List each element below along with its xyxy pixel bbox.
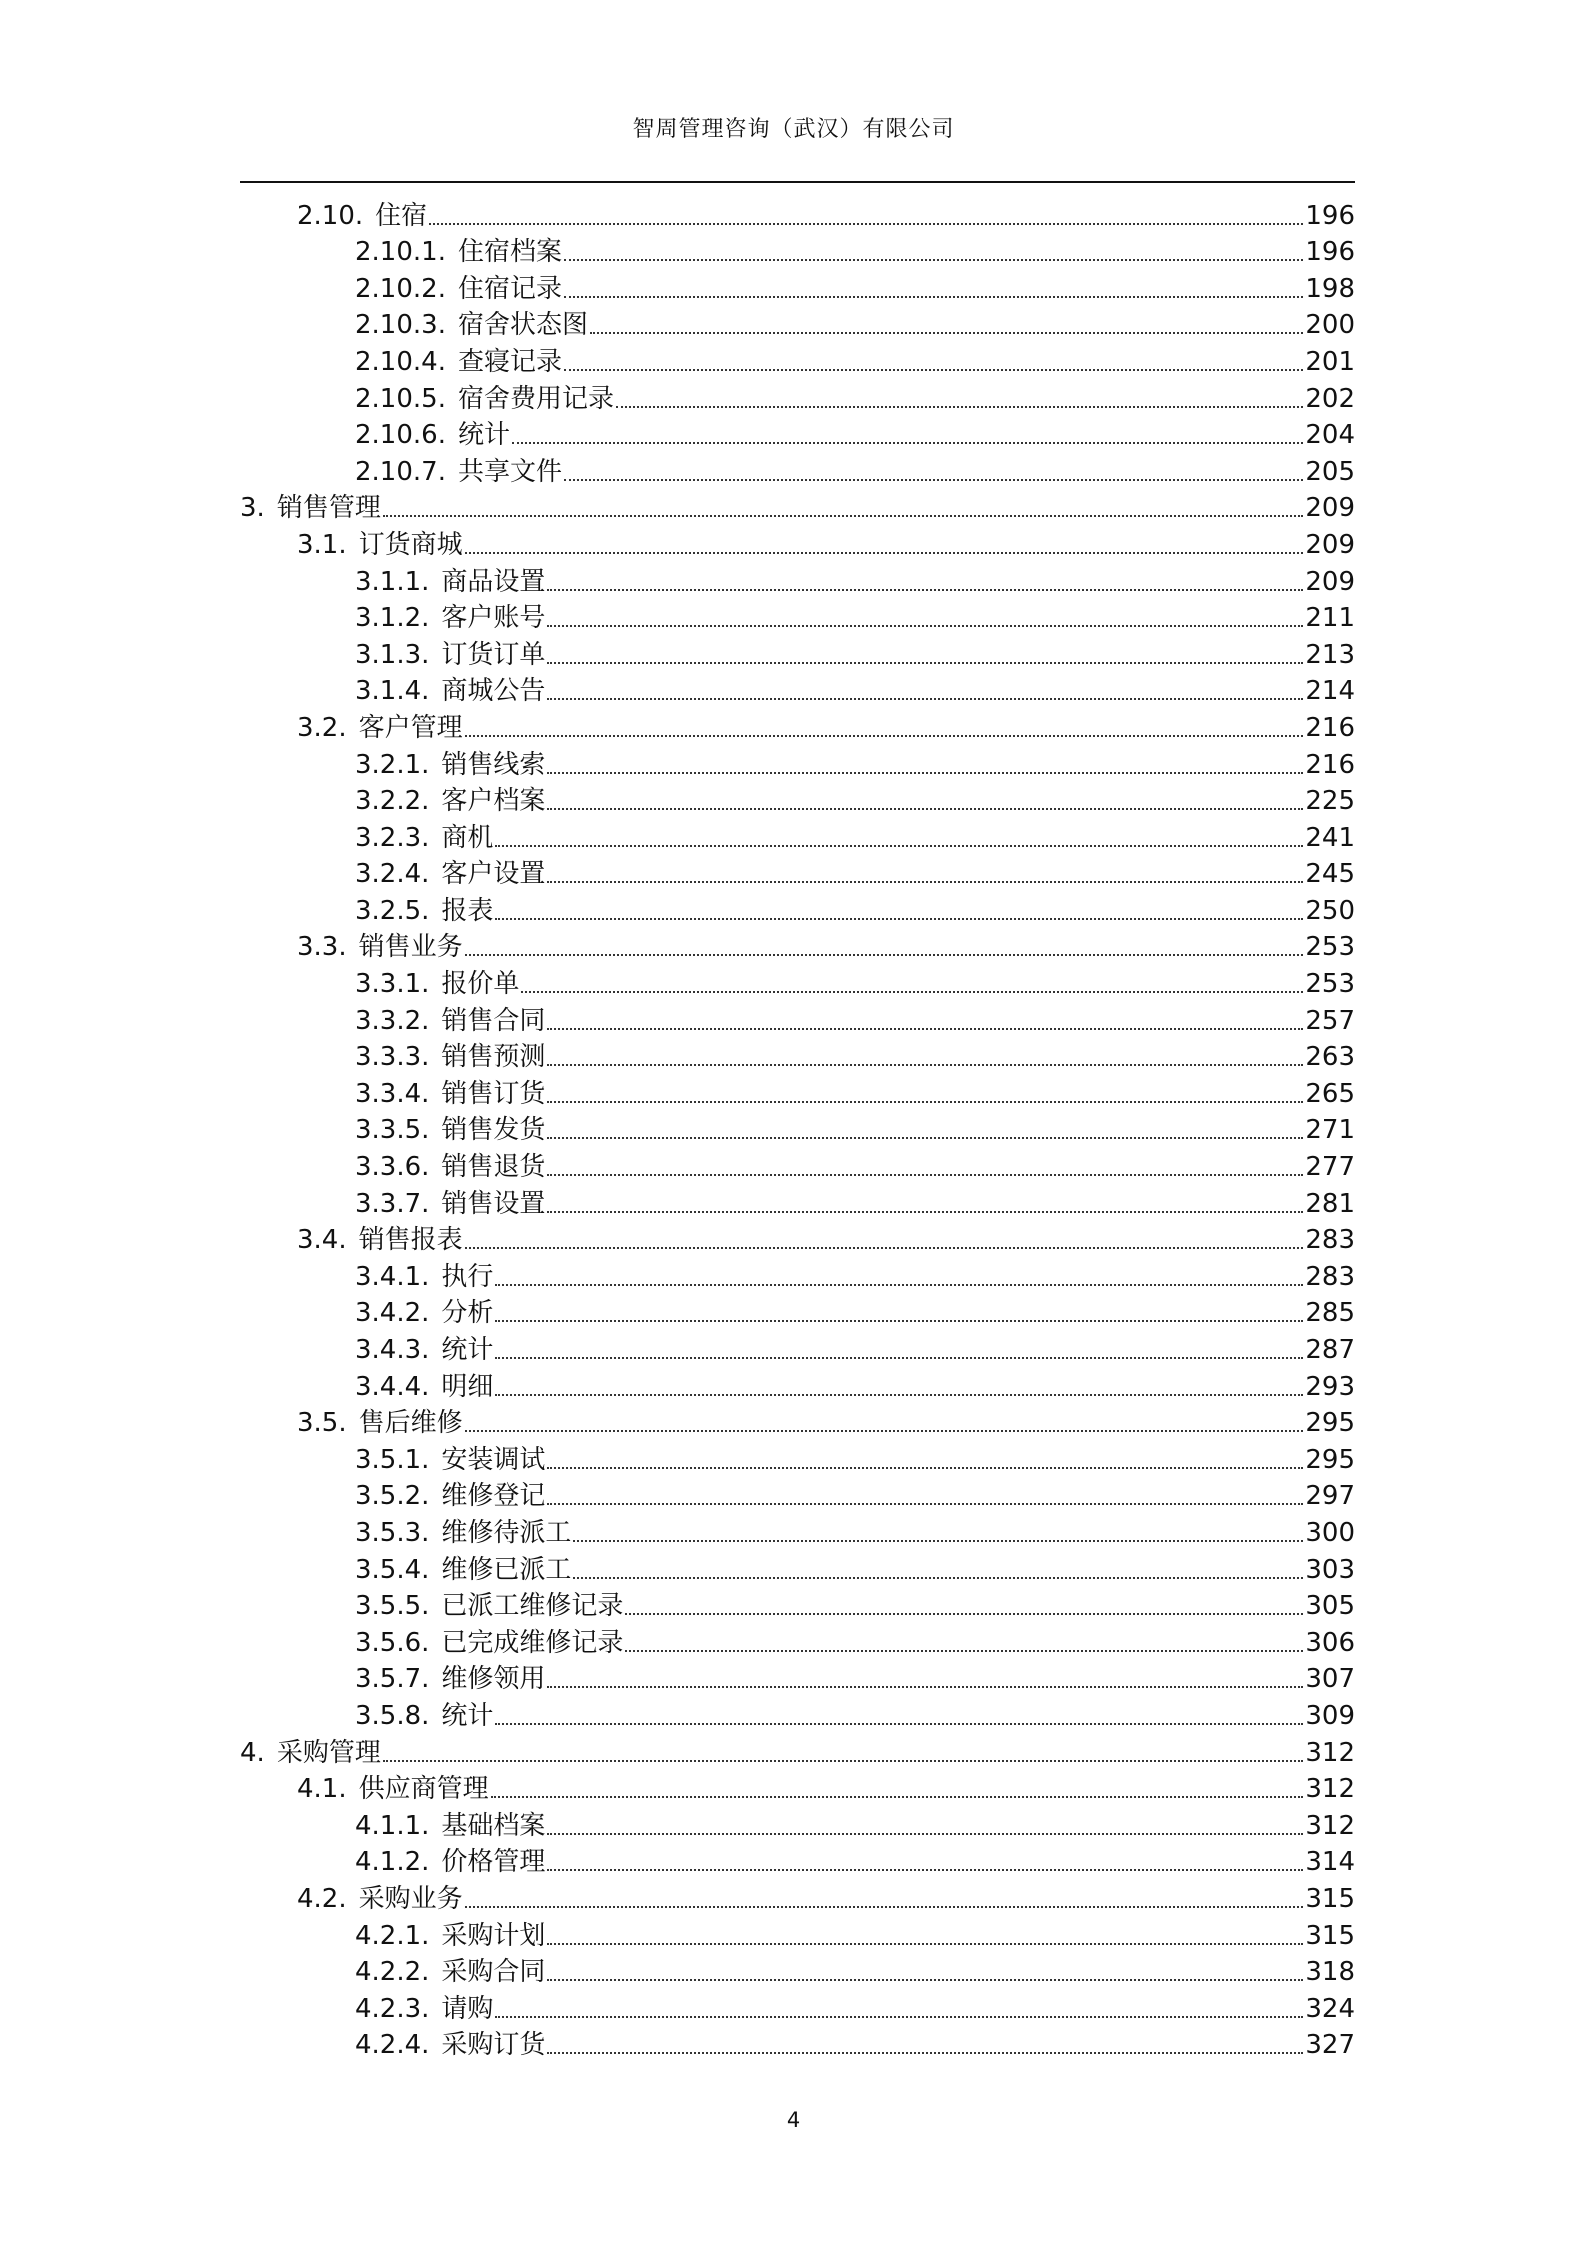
toc-entry-number: 3.2. [297, 712, 347, 743]
toc-dot-leader [521, 991, 1303, 993]
toc-entry-page: 213 [1305, 639, 1355, 670]
toc-entry[interactable] [240, 1548, 1355, 1585]
toc-entry[interactable] [240, 1585, 1355, 1622]
toc-entry-page: 250 [1305, 895, 1355, 926]
toc-entry-number: 3.1.4. [355, 676, 430, 707]
toc-entry[interactable] [240, 377, 1355, 414]
toc-dot-leader [465, 552, 1304, 554]
toc-entry[interactable] [240, 1182, 1355, 1219]
toc-dot-leader [465, 954, 1304, 956]
toc-entry[interactable] [240, 1731, 1355, 1768]
toc-dot-leader [573, 1540, 1303, 1542]
toc-dot-leader [491, 1796, 1304, 1798]
toc-dot-leader [547, 625, 1303, 627]
toc-dot-leader [547, 1211, 1303, 1213]
toc-entry[interactable] [240, 1072, 1355, 1109]
toc-entry-page: 305 [1305, 1591, 1355, 1622]
toc-entry-page: 295 [1305, 1408, 1355, 1439]
toc-entry-number: 4.2.3. [355, 1993, 430, 2024]
header-divider [240, 181, 1355, 183]
toc-dot-leader [495, 1284, 1303, 1286]
toc-entry-page: 327 [1305, 2030, 1355, 2061]
toc-dot-leader [564, 479, 1303, 481]
toc-dot-leader [547, 1174, 1303, 1176]
toc-dot-leader [495, 1357, 1303, 1359]
toc-entry-page: 205 [1305, 456, 1355, 487]
toc-entry-number: 4.2.2. [355, 1957, 430, 1988]
toc-dot-leader [547, 1979, 1303, 1981]
toc-dot-leader [465, 1247, 1304, 1249]
toc-entry-page: 209 [1305, 529, 1355, 560]
toc-entry[interactable] [240, 1328, 1355, 1365]
toc-entry-title: 订货订单 [441, 639, 546, 670]
toc-entry[interactable] [240, 962, 1355, 999]
toc-entry-number: 3.5.6. [355, 1627, 430, 1658]
toc-dot-leader [547, 1869, 1303, 1871]
toc-entry-title: 订货商城 [358, 529, 463, 560]
toc-entry-title: 销售退货 [441, 1152, 546, 1183]
toc-entry-page: 287 [1305, 1335, 1355, 1365]
toc-dot-leader [465, 1430, 1304, 1432]
toc-entry-title: 统计 [441, 1700, 494, 1731]
toc-dot-leader [512, 442, 1303, 444]
toc-dot-leader [625, 1613, 1303, 1615]
toc-entry-number: 3.1. [297, 529, 347, 560]
toc-entry[interactable] [240, 194, 1355, 231]
toc-dot-leader [547, 1833, 1303, 1835]
toc-entry-number: 2.10. [297, 200, 364, 231]
toc-dot-leader [465, 1906, 1304, 1908]
toc-entry-page: 281 [1305, 1188, 1355, 1219]
toc-entry-number: 3.4. [297, 1225, 347, 1256]
toc-entry-page: 211 [1305, 603, 1355, 634]
toc-entry-number: 3.5.3. [355, 1517, 430, 1548]
toc-entry[interactable] [240, 1768, 1355, 1805]
toc-entry-page: 312 [1305, 1774, 1355, 1805]
toc-entry[interactable] [240, 1109, 1355, 1146]
toc-entry-page: 253 [1305, 969, 1355, 1000]
toc-entry[interactable] [240, 633, 1355, 670]
toc-entry-title: 已派工维修记录 [441, 1591, 624, 1622]
toc-entry-number: 3.1.1. [355, 566, 430, 597]
toc-entry[interactable] [240, 853, 1355, 890]
toc-entry-number: 2.10.7. [355, 456, 446, 487]
toc-entry-title: 客户档案 [441, 786, 546, 817]
toc-entry-number: 3.2.1. [355, 749, 430, 780]
toc-entry-title: 宿舍费用记录 [457, 383, 614, 414]
toc-entry[interactable] [240, 1365, 1355, 1402]
toc-dot-leader [547, 662, 1303, 664]
toc-entry-number: 4.2. [297, 1883, 347, 1914]
toc-entry-title: 采购业务 [358, 1883, 463, 1914]
toc-entry[interactable] [240, 304, 1355, 341]
toc-entry-number: 3.1.2. [355, 603, 430, 634]
toc-entry-number: 3.2.5. [355, 895, 430, 926]
toc-entry-number: 3.5.1. [355, 1444, 430, 1475]
toc-entry-page: 216 [1305, 712, 1355, 743]
toc-entry-title: 维修已派工 [441, 1554, 572, 1585]
toc-dot-leader [465, 735, 1304, 737]
toc-dot-leader [590, 332, 1303, 334]
toc-entry-title: 供应商管理 [358, 1774, 489, 1805]
toc-entry[interactable] [240, 340, 1355, 377]
toc-entry-number: 3.3.4. [355, 1078, 430, 1109]
toc-entry-title: 售后维修 [358, 1408, 463, 1439]
toc-entry[interactable] [240, 1511, 1355, 1548]
toc-entry-number: 3.4.1. [355, 1261, 430, 1292]
toc-dot-leader [564, 369, 1303, 371]
toc-entry[interactable] [240, 1658, 1355, 1695]
toc-entry-page: 295 [1305, 1444, 1355, 1475]
toc-entry-page: 204 [1305, 420, 1355, 451]
toc-dot-leader [547, 1064, 1303, 1066]
toc-dot-leader [547, 589, 1303, 591]
toc-entry-page: 277 [1305, 1152, 1355, 1183]
toc-entry-number: 4.2.4. [355, 2030, 430, 2061]
toc-entry-title: 维修待派工 [441, 1517, 572, 1548]
toc-entry[interactable] [240, 1694, 1355, 1731]
toc-entry[interactable] [240, 560, 1355, 597]
toc-dot-leader [616, 406, 1303, 408]
toc-entry[interactable] [240, 1951, 1355, 1988]
toc-entry-title: 住宿记录 [457, 273, 562, 304]
toc-entry-page: 307 [1305, 1664, 1355, 1695]
toc-entry[interactable] [240, 1219, 1355, 1256]
toc-entry-page: 257 [1305, 1005, 1355, 1036]
toc-entry[interactable] [240, 1036, 1355, 1073]
toc-entry-number: 3.3.2. [355, 1005, 430, 1036]
toc-dot-leader [495, 845, 1303, 847]
toc-entry[interactable] [240, 780, 1355, 817]
toc-entry-page: 214 [1305, 676, 1355, 707]
toc-entry[interactable] [240, 414, 1355, 451]
toc-entry-number: 2.10.5. [355, 383, 446, 414]
toc-entry-title: 明细 [441, 1371, 494, 1402]
toc-entry-page: 300 [1305, 1517, 1355, 1548]
toc-entry-number: 4.1.2. [355, 1847, 430, 1878]
toc-entry-title: 销售发货 [441, 1115, 546, 1146]
toc-dot-leader [495, 2016, 1303, 2018]
toc-entry-number: 3.3.5. [355, 1115, 430, 1146]
toc-entry[interactable] [240, 1402, 1355, 1439]
toc-entry-title: 客户设置 [441, 859, 546, 890]
toc-entry-page: 283 [1305, 1225, 1355, 1256]
toc-dot-leader [547, 1137, 1303, 1139]
toc-entry-title: 已完成维修记录 [441, 1627, 624, 1658]
toc-entry-title: 采购合同 [441, 1957, 546, 1988]
toc-entry-page: 283 [1305, 1261, 1355, 1292]
toc-entry-title: 宿舍状态图 [457, 310, 588, 341]
toc-dot-leader [547, 772, 1303, 774]
toc-entry[interactable] [240, 487, 1355, 524]
document-header-title: 智周管理咨询（武汉）有限公司 [632, 117, 955, 142]
toc-entry-page: 324 [1305, 1993, 1355, 2024]
toc-entry-title: 执行 [441, 1261, 494, 1292]
toc-entry-number: 3.2.2. [355, 786, 430, 817]
toc-entry-title: 安装调试 [441, 1444, 546, 1475]
toc-dot-leader [547, 1503, 1303, 1505]
table-of-contents [240, 194, 1355, 2060]
toc-entry-title: 报价单 [441, 969, 520, 1000]
toc-entry-page: 265 [1305, 1078, 1355, 1109]
toc-dot-leader [564, 259, 1303, 261]
toc-entry-title: 销售设置 [441, 1188, 546, 1219]
toc-dot-leader [573, 1577, 1303, 1579]
toc-entry-title: 统计 [441, 1335, 494, 1365]
toc-entry-page: 245 [1305, 859, 1355, 890]
toc-entry-page: 293 [1305, 1371, 1355, 1402]
toc-entry[interactable] [240, 1987, 1355, 2024]
toc-entry-number: 2.10.2. [355, 273, 446, 304]
toc-entry[interactable] [240, 523, 1355, 560]
toc-entry-page: 241 [1305, 822, 1355, 853]
toc-entry-page: 198 [1305, 273, 1355, 304]
toc-entry-title: 维修登记 [441, 1481, 546, 1512]
toc-entry-number: 3.5.4. [355, 1554, 430, 1585]
toc-dot-leader [547, 881, 1303, 883]
toc-dot-leader [547, 808, 1303, 810]
toc-entry-title: 销售线索 [441, 749, 546, 780]
toc-entry-number: 3.5.7. [355, 1664, 430, 1695]
toc-entry-number: 2.10.4. [355, 346, 446, 377]
toc-entry[interactable] [240, 1255, 1355, 1292]
toc-entry-number: 3.3.1. [355, 969, 430, 1000]
toc-entry-title: 共享文件 [457, 456, 562, 487]
toc-dot-leader [383, 1760, 1304, 1762]
toc-entry[interactable] [240, 1841, 1355, 1878]
toc-entry-title: 维修领用 [441, 1664, 546, 1695]
toc-entry[interactable] [240, 267, 1355, 304]
toc-dot-leader [429, 223, 1303, 225]
toc-entry-page: 263 [1305, 1042, 1355, 1073]
toc-entry-title: 统计 [457, 420, 510, 451]
toc-entry-title: 销售合同 [441, 1005, 546, 1036]
toc-entry-title: 基础档案 [441, 1810, 546, 1841]
toc-entry-page: 253 [1305, 932, 1355, 963]
toc-entry-title: 价格管理 [441, 1847, 546, 1878]
toc-dot-leader [564, 296, 1303, 298]
toc-dot-leader [495, 1723, 1303, 1725]
toc-entry-number: 4.1.1. [355, 1810, 430, 1841]
toc-entry-number: 4.1. [297, 1774, 347, 1805]
toc-entry-page: 209 [1305, 493, 1355, 524]
toc-dot-leader [547, 1101, 1303, 1103]
toc-entry-title: 住宿档案 [457, 237, 562, 268]
toc-entry[interactable] [240, 816, 1355, 853]
toc-entry[interactable] [240, 1804, 1355, 1841]
toc-entry-number: 2.10.3. [355, 310, 446, 341]
toc-entry[interactable] [240, 1145, 1355, 1182]
toc-entry-number: 3. [240, 493, 265, 524]
toc-entry-number: 3.2.4. [355, 859, 430, 890]
toc-dot-leader [547, 1467, 1303, 1469]
toc-entry-page: 312 [1305, 1810, 1355, 1841]
toc-entry[interactable] [240, 1877, 1355, 1914]
toc-dot-leader [625, 1650, 1303, 1652]
toc-entry-title: 销售管理 [276, 493, 381, 524]
toc-entry-page: 315 [1305, 1883, 1355, 1914]
toc-dot-leader [495, 918, 1303, 920]
toc-entry-title: 销售报表 [358, 1225, 463, 1256]
toc-entry-title: 销售预测 [441, 1042, 546, 1073]
toc-entry-page: 271 [1305, 1115, 1355, 1146]
toc-entry[interactable] [240, 450, 1355, 487]
toc-entry-number: 2.10.1. [355, 237, 446, 268]
toc-entry-number: 3.3. [297, 932, 347, 963]
toc-entry-title: 报表 [441, 895, 494, 926]
toc-entry-page: 225 [1305, 786, 1355, 817]
toc-entry-page: 306 [1305, 1627, 1355, 1658]
toc-entry-title: 查寝记录 [457, 346, 562, 377]
page-number: 4 [786, 2108, 801, 2132]
toc-entry-number: 4. [240, 1737, 265, 1768]
toc-entry[interactable] [240, 706, 1355, 743]
toc-entry-title: 请购 [441, 1993, 494, 2024]
toc-entry[interactable] [240, 1438, 1355, 1475]
toc-entry-number: 2.10.6. [355, 420, 446, 451]
toc-entry-page: 309 [1305, 1700, 1355, 1731]
toc-entry-title: 商品设置 [441, 566, 546, 597]
toc-entry-title: 采购订货 [441, 2030, 546, 2061]
toc-entry-number: 3.3.6. [355, 1152, 430, 1183]
toc-entry-number: 3.3.3. [355, 1042, 430, 1073]
toc-entry-number: 4.2.1. [355, 1920, 430, 1951]
toc-entry-page: 297 [1305, 1481, 1355, 1512]
toc-entry-title: 采购管理 [276, 1737, 381, 1768]
toc-entry-title: 商机 [441, 822, 494, 853]
toc-dot-leader [547, 1943, 1303, 1945]
toc-entry-number: 3.5.8. [355, 1700, 430, 1731]
toc-entry-page: 318 [1305, 1957, 1355, 1988]
toc-dot-leader [547, 1028, 1303, 1030]
toc-entry-number: 3.1.3. [355, 639, 430, 670]
toc-entry[interactable] [240, 889, 1355, 926]
toc-entry[interactable] [240, 231, 1355, 268]
toc-entry-title: 销售订货 [441, 1078, 546, 1109]
toc-entry-title: 采购计划 [441, 1920, 546, 1951]
toc-entry[interactable] [240, 999, 1355, 1036]
toc-entry-number: 3.5. [297, 1408, 347, 1439]
toc-entry-page: 314 [1305, 1847, 1355, 1878]
toc-entry-title: 住宿 [375, 200, 428, 231]
toc-dot-leader [495, 1320, 1303, 1322]
toc-entry-page: 315 [1305, 1920, 1355, 1951]
toc-dot-leader [383, 515, 1304, 517]
toc-entry-title: 分析 [441, 1298, 494, 1329]
toc-entry-number: 3.4.2. [355, 1298, 430, 1329]
toc-entry-number: 3.4.4. [355, 1371, 430, 1402]
toc-entry[interactable] [240, 1621, 1355, 1658]
toc-entry-page: 209 [1305, 566, 1355, 597]
toc-entry-page: 201 [1305, 346, 1355, 377]
toc-entry-number: 3.5.2. [355, 1481, 430, 1512]
toc-entry-page: 196 [1305, 237, 1355, 268]
toc-entry-title: 商城公告 [441, 676, 546, 707]
toc-entry-title: 客户管理 [358, 712, 463, 743]
toc-entry[interactable] [240, 1914, 1355, 1951]
toc-entry[interactable] [240, 743, 1355, 780]
toc-entry-number: 3.3.7. [355, 1188, 430, 1219]
toc-dot-leader [495, 1394, 1303, 1396]
toc-entry[interactable] [240, 1292, 1355, 1329]
toc-entry[interactable] [240, 670, 1355, 707]
toc-entry-title: 客户账号 [441, 603, 546, 634]
toc-entry[interactable] [240, 2024, 1355, 2061]
toc-entry-page: 200 [1305, 310, 1355, 341]
toc-entry-page: 303 [1305, 1554, 1355, 1585]
toc-entry-page: 216 [1305, 749, 1355, 780]
toc-entry-page: 196 [1305, 200, 1355, 231]
toc-entry[interactable] [240, 1475, 1355, 1512]
toc-entry[interactable] [240, 926, 1355, 963]
toc-dot-leader [547, 2052, 1303, 2054]
toc-entry-title: 销售业务 [358, 932, 463, 963]
toc-entry-page: 285 [1305, 1298, 1355, 1329]
toc-dot-leader [547, 698, 1303, 700]
toc-entry[interactable] [240, 597, 1355, 634]
toc-entry-number: 3.4.3. [355, 1335, 430, 1365]
toc-entry-page: 202 [1305, 383, 1355, 414]
toc-entry-page: 312 [1305, 1737, 1355, 1768]
toc-entry-number: 3.2.3. [355, 822, 430, 853]
toc-dot-leader [547, 1686, 1303, 1688]
toc-entry-number: 3.5.5. [355, 1591, 430, 1622]
